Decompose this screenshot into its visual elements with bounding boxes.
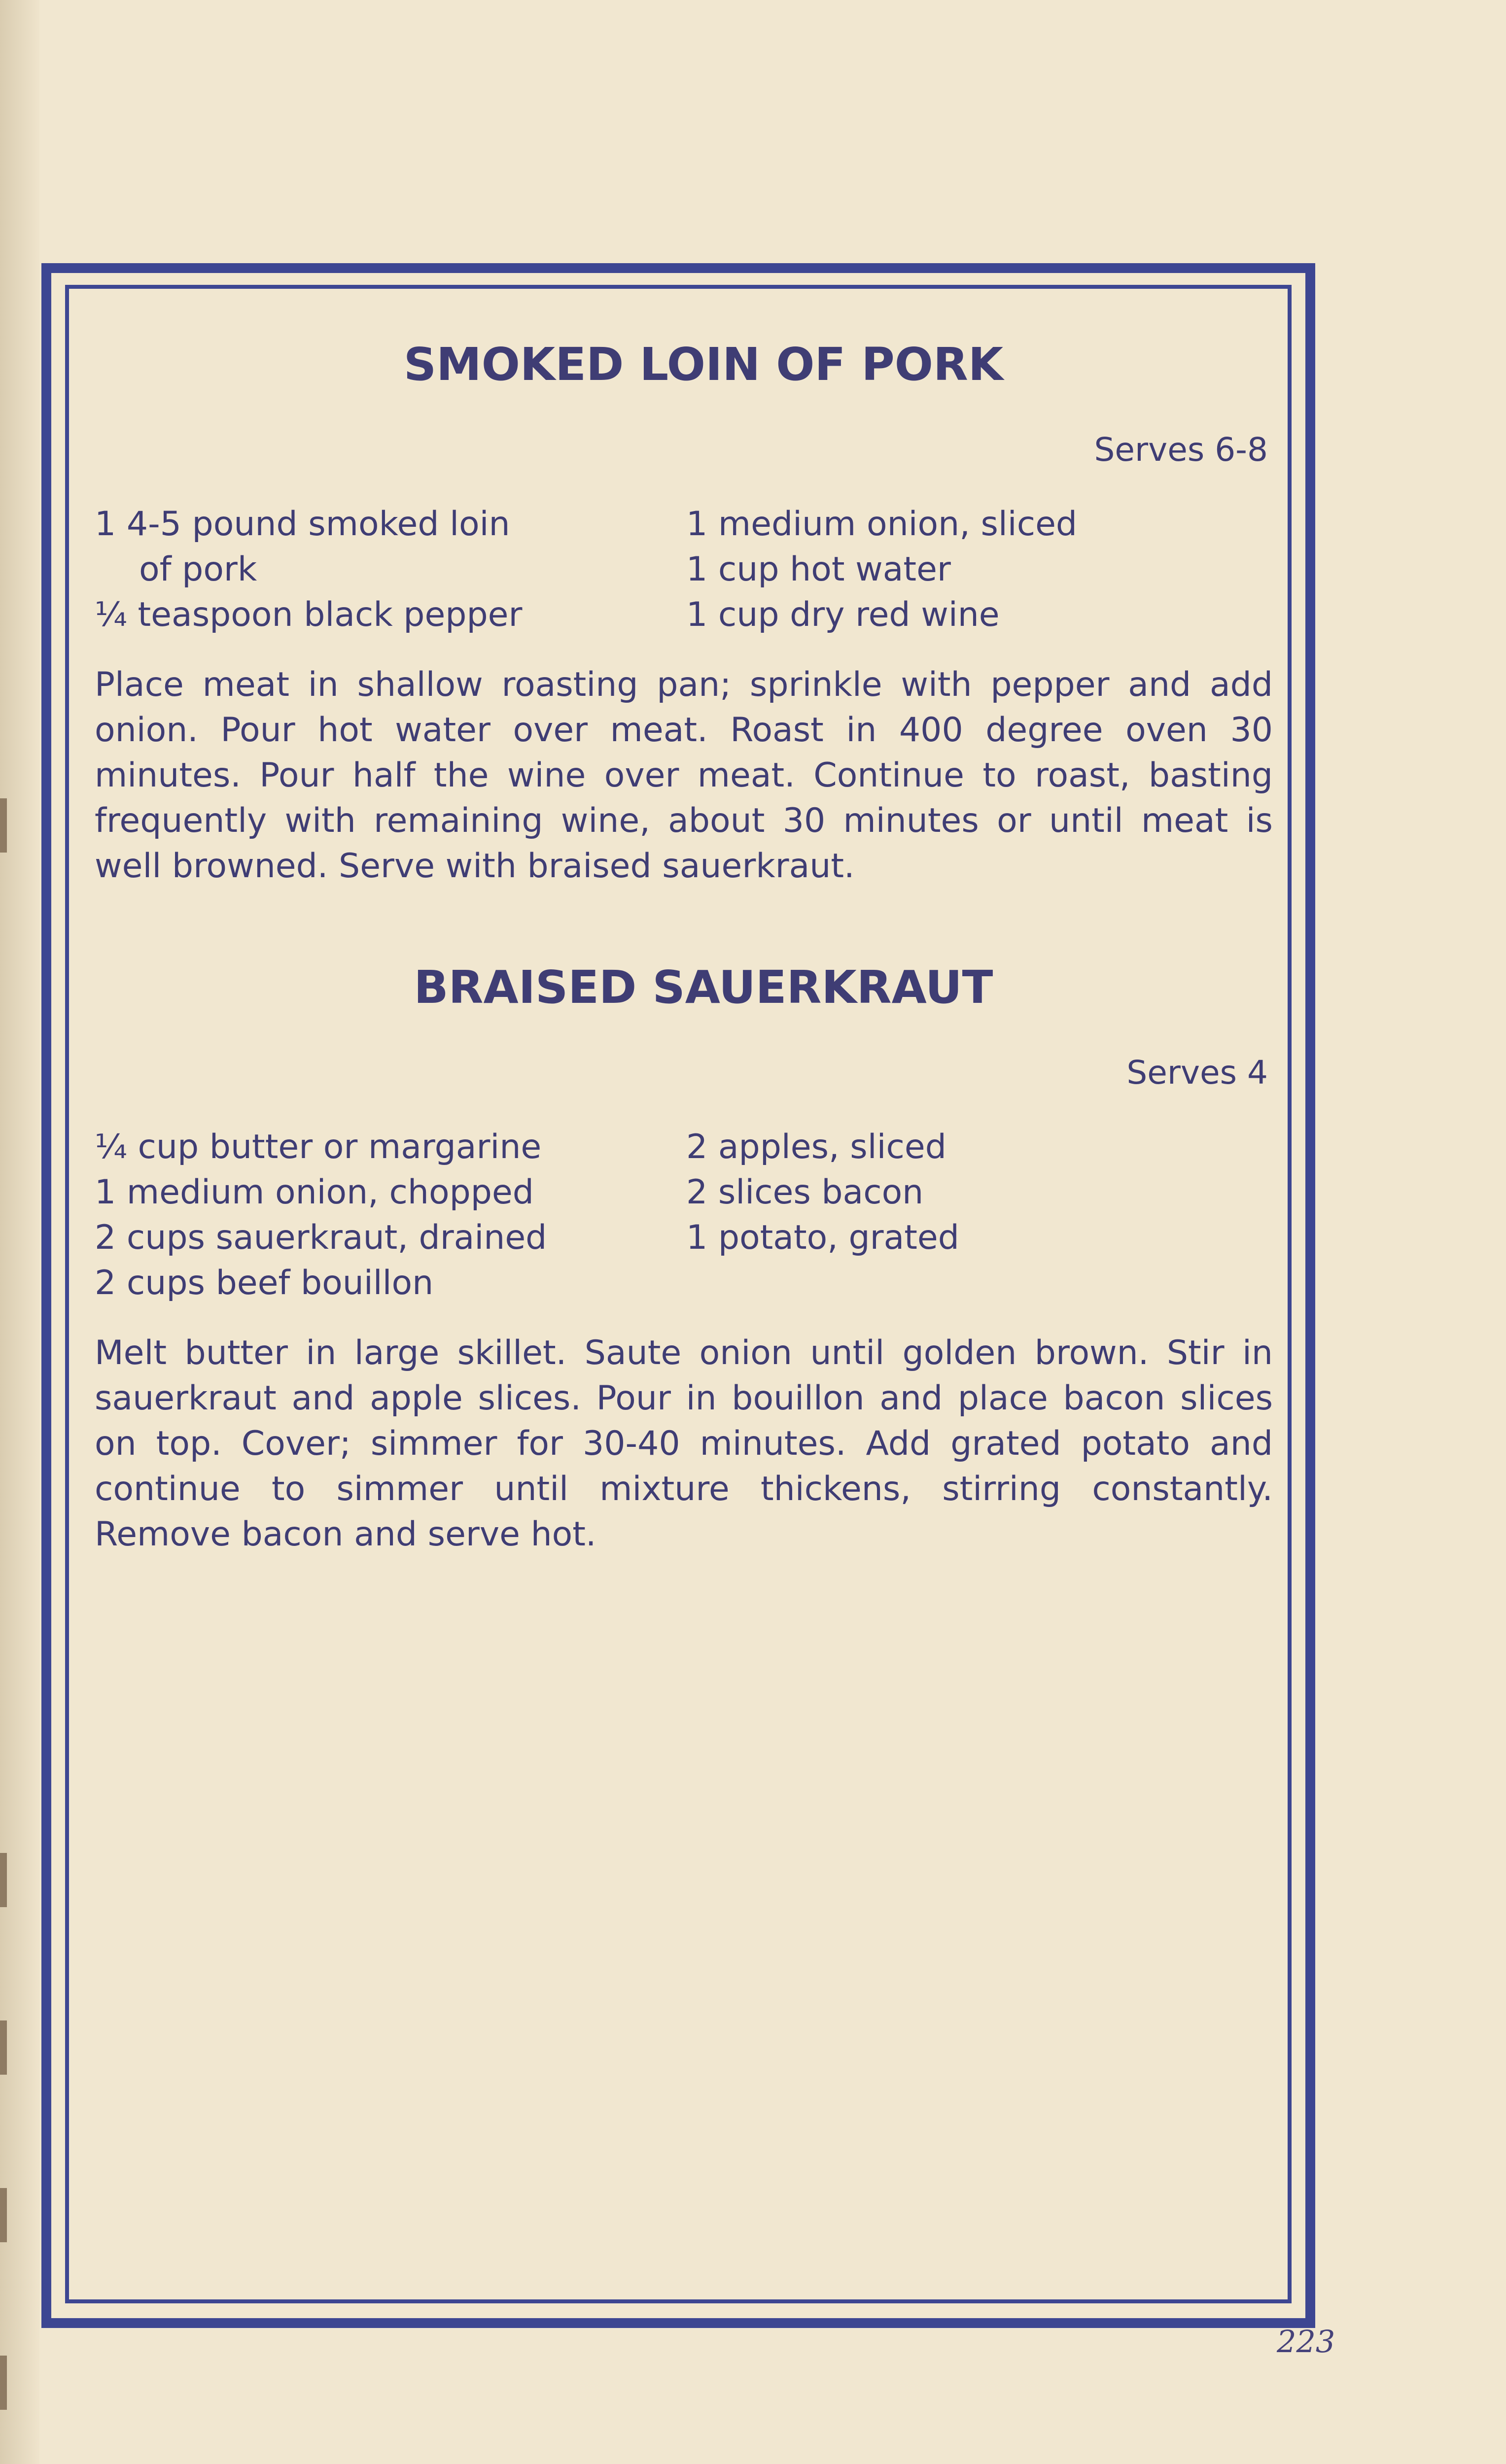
ingredient-list <box>95 1125 1278 1306</box>
recipe-smoked-loin-of-pork <box>95 335 1278 889</box>
ingredient-item: ¼ teaspoon black pepper <box>95 595 523 634</box>
ingredient-item: 2 apples, sliced <box>686 1128 946 1166</box>
ingredient-list <box>95 502 1278 638</box>
binding-mark <box>0 2356 7 2410</box>
recipe-title: BRAISED SAUERKRAUT <box>414 961 993 1014</box>
page-edge <box>0 0 39 2464</box>
recipe-method: Place meat in shallow roasting pan; sprinkle with pepper and add onion. Pour hot water over meat. Roast in 400 degree oven 30 minutes. Pour half the wine over meat. Continue to roast, basting frequently with remaining wine, about 30 minutes or until meat is well browned. Serve with braised sauerkraut. <box>95 665 1273 886</box>
ingredient-item: 2 cups sauerkraut, drained <box>95 1218 547 1257</box>
recipe-method: Melt butter in large skillet. Saute onion until golden brown. Stir in sauerkraut and apple slices. Pour in bouillon and place bacon slices on top. Cover; simmer for 30-40 minutes. Add grated potato and continue to simmer until mixture thickens, stirring constantly. Remove bacon and serve hot. <box>95 1334 1273 1554</box>
ingredient-item: 1 cup hot water <box>686 550 951 589</box>
recipe-braised-sauerkraut <box>95 958 1278 1557</box>
recipe-card-content <box>95 335 1278 1557</box>
ingredient-item: 2 slices bacon <box>686 1173 924 1212</box>
ingredient-item: ¼ cup butter or margarine <box>95 1128 542 1166</box>
recipe-title: SMOKED LOIN OF PORK <box>403 338 1004 391</box>
page-number: 223 <box>1277 2324 1335 2360</box>
ingredient-item: 2 cups beef bouillon <box>95 1264 434 1302</box>
ingredient-item: of pork <box>139 550 257 589</box>
ingredient-item: 1 medium onion, chopped <box>95 1173 534 1212</box>
ingredient-item: 1 medium onion, sliced <box>686 505 1078 544</box>
ingredient-column-left <box>95 502 686 638</box>
binding-mark <box>0 1853 7 1907</box>
binding-mark <box>0 798 7 853</box>
ingredient-column-left <box>95 1125 686 1306</box>
binding-mark <box>0 2188 7 2242</box>
ingredient-item: 1 4-5 pound smoked loin <box>95 505 510 544</box>
recipe-serves: Serves 4 <box>1126 1054 1268 1092</box>
recipe-serves: Serves 6-8 <box>1094 431 1268 469</box>
ingredient-item: 1 potato, grated <box>686 1218 959 1257</box>
ingredient-item: 1 cup dry red wine <box>686 595 1000 634</box>
binding-mark <box>0 2020 7 2075</box>
ingredient-column-right <box>686 1125 1278 1306</box>
ingredient-column-right <box>686 502 1278 638</box>
